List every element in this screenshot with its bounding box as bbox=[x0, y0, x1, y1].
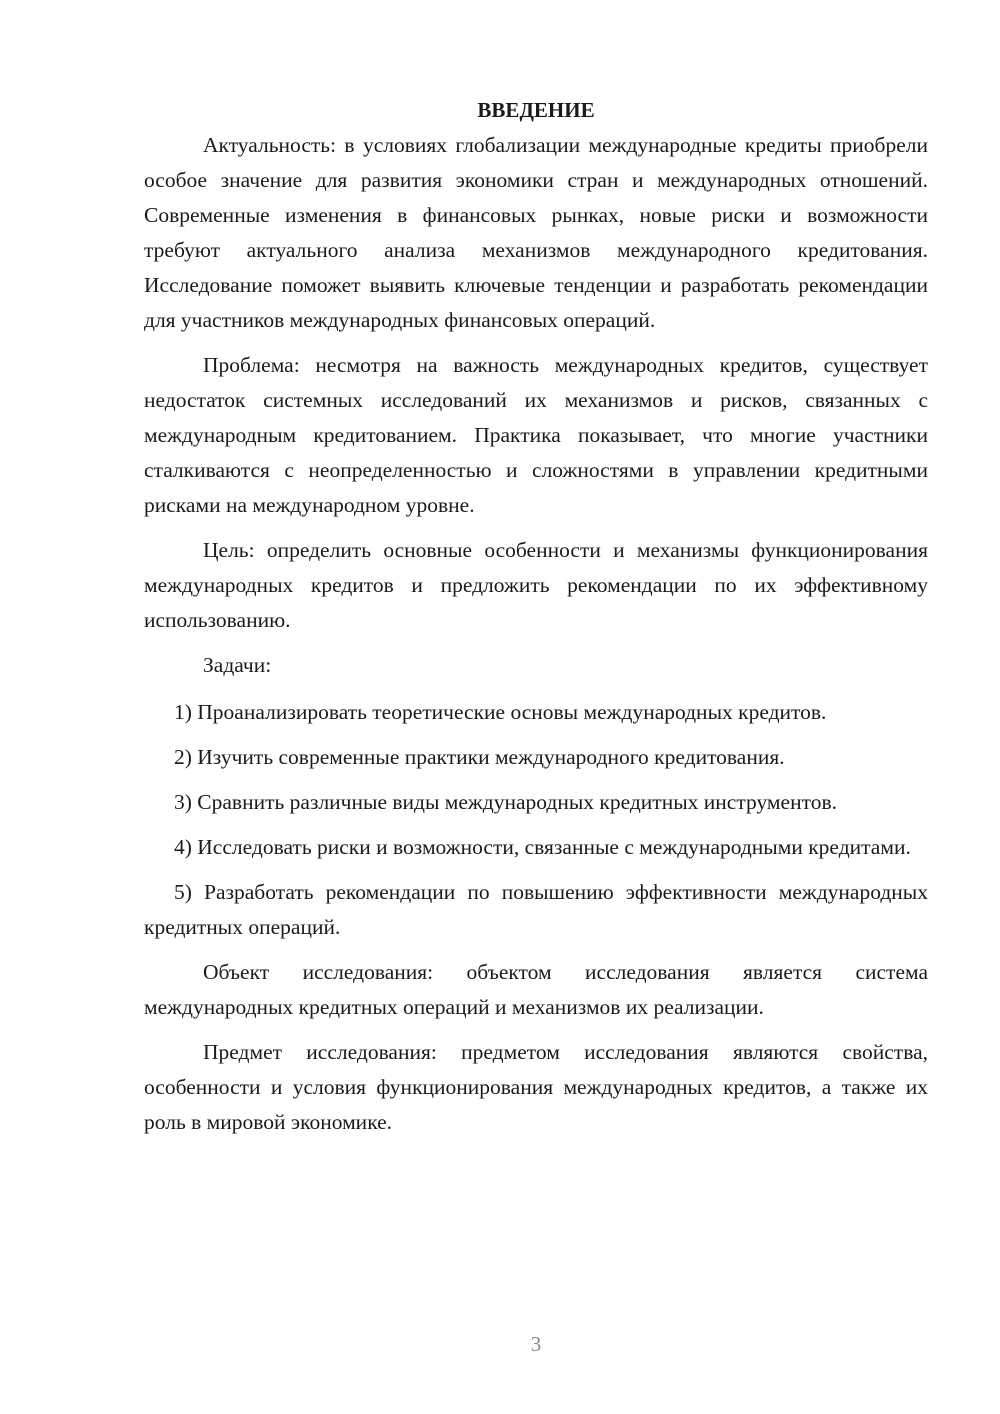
task-item: 3) Сравнить различные виды международных кредитных инструментов. bbox=[174, 790, 837, 814]
tasks-list bbox=[144, 695, 928, 945]
document-page bbox=[144, 92, 928, 1150]
problem-paragraph: Проблема: несмотря на важность международных кредитов, существует недостаток системных исследований их механизмов и рисков, связанных с международным кредитованием. Практика показывает, что многие участники сталкиваются с неопределенностью и сложностями в управлении кредитными рисками на международном уровне. bbox=[144, 353, 928, 517]
section-title: ВВЕДЕНИЕ bbox=[477, 98, 595, 122]
page-number: 3 bbox=[530, 1332, 542, 1356]
task-item: 2) Изучить современные практики международного кредитования. bbox=[174, 745, 785, 769]
goal-paragraph: Цель: определить основные особенности и механизмы функционирования международных кредитов и предложить рекомендации по их эффективному использованию. bbox=[144, 538, 928, 632]
task-item: 1) Проанализировать теоретические основы международных кредитов. bbox=[174, 700, 827, 724]
tasks-label: Задачи: bbox=[203, 653, 272, 677]
relevance-paragraph: Актуальность: в условиях глобализации международные кредиты приобрели особое значение для развития экономики стран и международных отношений. Современные изменения в финансовых рынках, новые риски и возможности требуют актуального анализа механизмов международного кредитования. Исследование поможет выявить ключевые тенденции и разработать рекомендации для участников международных финансовых операций. bbox=[144, 133, 928, 332]
subject-paragraph: Предмет исследования: предметом исследования являются свойства, особенности и условия функционирования международных кредитов, а также их роль в мировой экономике. bbox=[144, 1040, 928, 1134]
task-item: 4) Исследовать риски и возможности, связанные с международными кредитами. bbox=[174, 835, 911, 859]
task-item: 5) Разработать рекомендации по повышению эффективности международных кредитных операций. bbox=[144, 880, 928, 939]
object-paragraph: Объект исследования: объектом исследования является система международных кредитных операций и механизмов их реализации. bbox=[144, 960, 928, 1019]
